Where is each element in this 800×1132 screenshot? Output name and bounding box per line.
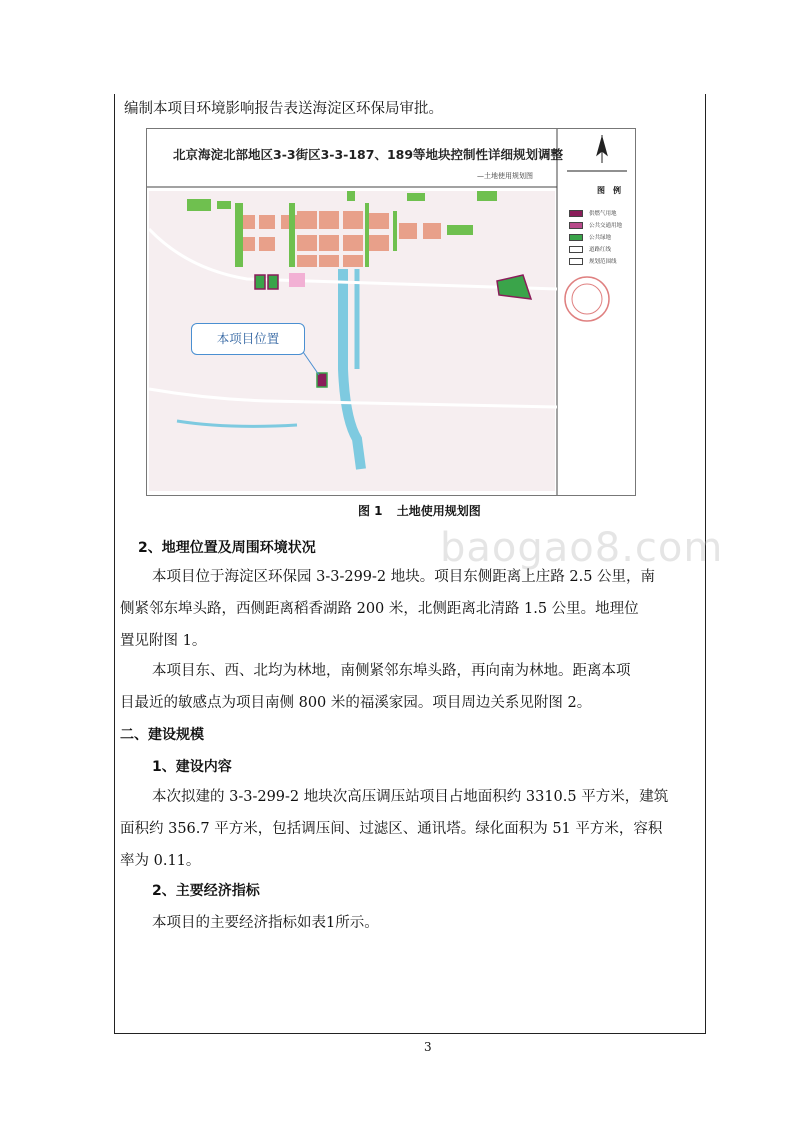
watermark: baogao8.com [440, 525, 724, 571]
paragraph-line: 本项目东、西、北均为林地，南侧紧邻东埠头路，再向南为林地。距离本项 [152, 663, 631, 679]
section-heading: 2、地理位置及周围环境状况 [138, 540, 316, 556]
land-use-map [146, 128, 636, 496]
legend-swatch [569, 246, 583, 253]
paragraph-line: 侧紧邻东埠头路，西侧距离稻香湖路 200 米，北侧距离北清路 1.5 公里。地理位 [120, 601, 639, 617]
paragraph-line: 目最近的敏感点为项目南侧 800 米的福溪家园。项目周边关系见附图 2。 [120, 695, 592, 711]
subsection-heading: 2、主要经济指标 [152, 883, 260, 899]
legend-item: 公共交通用地 [569, 221, 622, 229]
paragraph-line: 置见附图 1。 [120, 633, 207, 649]
legend-item: 道路红线 [569, 245, 611, 253]
map-subtitle: —土地使用规划图 [477, 172, 533, 180]
paragraph-line: 本项目位于海淀区环保园 3-3-299-2 地块。项目东侧距离上庄路 2.5 公里，南 [152, 569, 656, 585]
figure-number: 图 1 [358, 504, 383, 518]
legend-swatch [569, 258, 583, 265]
chapter-heading: 二、建设规模 [120, 727, 204, 743]
subsection-heading: 1、建设内容 [152, 759, 232, 775]
figure-caption [358, 502, 491, 519]
legend-swatch [569, 234, 583, 241]
project-location-callout: 本项目位置 [191, 323, 305, 355]
intro-line: 编制本项目环境影响报告表送海淀区环保局审批。 [124, 101, 443, 117]
paragraph-line: 本项目的主要经济指标如表1所示。 [152, 915, 379, 931]
figure-title: 土地使用规划图 [396, 504, 481, 518]
paragraph-line: 面积约 356.7 平方米，包括调压间、过滤区、通讯塔。绿化面积为 51 平方米，容积 [120, 821, 663, 837]
map-title: 北京海淀北部地区3-3街区3-3-187、189等地块控制性详细规划调整 [173, 147, 564, 162]
legend-swatch [569, 210, 583, 217]
legend-item: 公共绿地 [569, 233, 611, 241]
page-number: 3 [424, 1040, 432, 1054]
legend-swatch [569, 222, 583, 229]
map-graphic [147, 129, 635, 495]
legend-item: 供燃气用地 [569, 209, 617, 217]
paragraph-line: 本次拟建的 3-3-299-2 地块次高压调压站项目占地面积约 3310.5 平方米，建筑 [152, 789, 669, 805]
legend-title: 图 例 [597, 186, 621, 195]
legend-item: 规划范围线 [569, 257, 617, 265]
paragraph-line: 率为 0.11。 [120, 853, 201, 869]
